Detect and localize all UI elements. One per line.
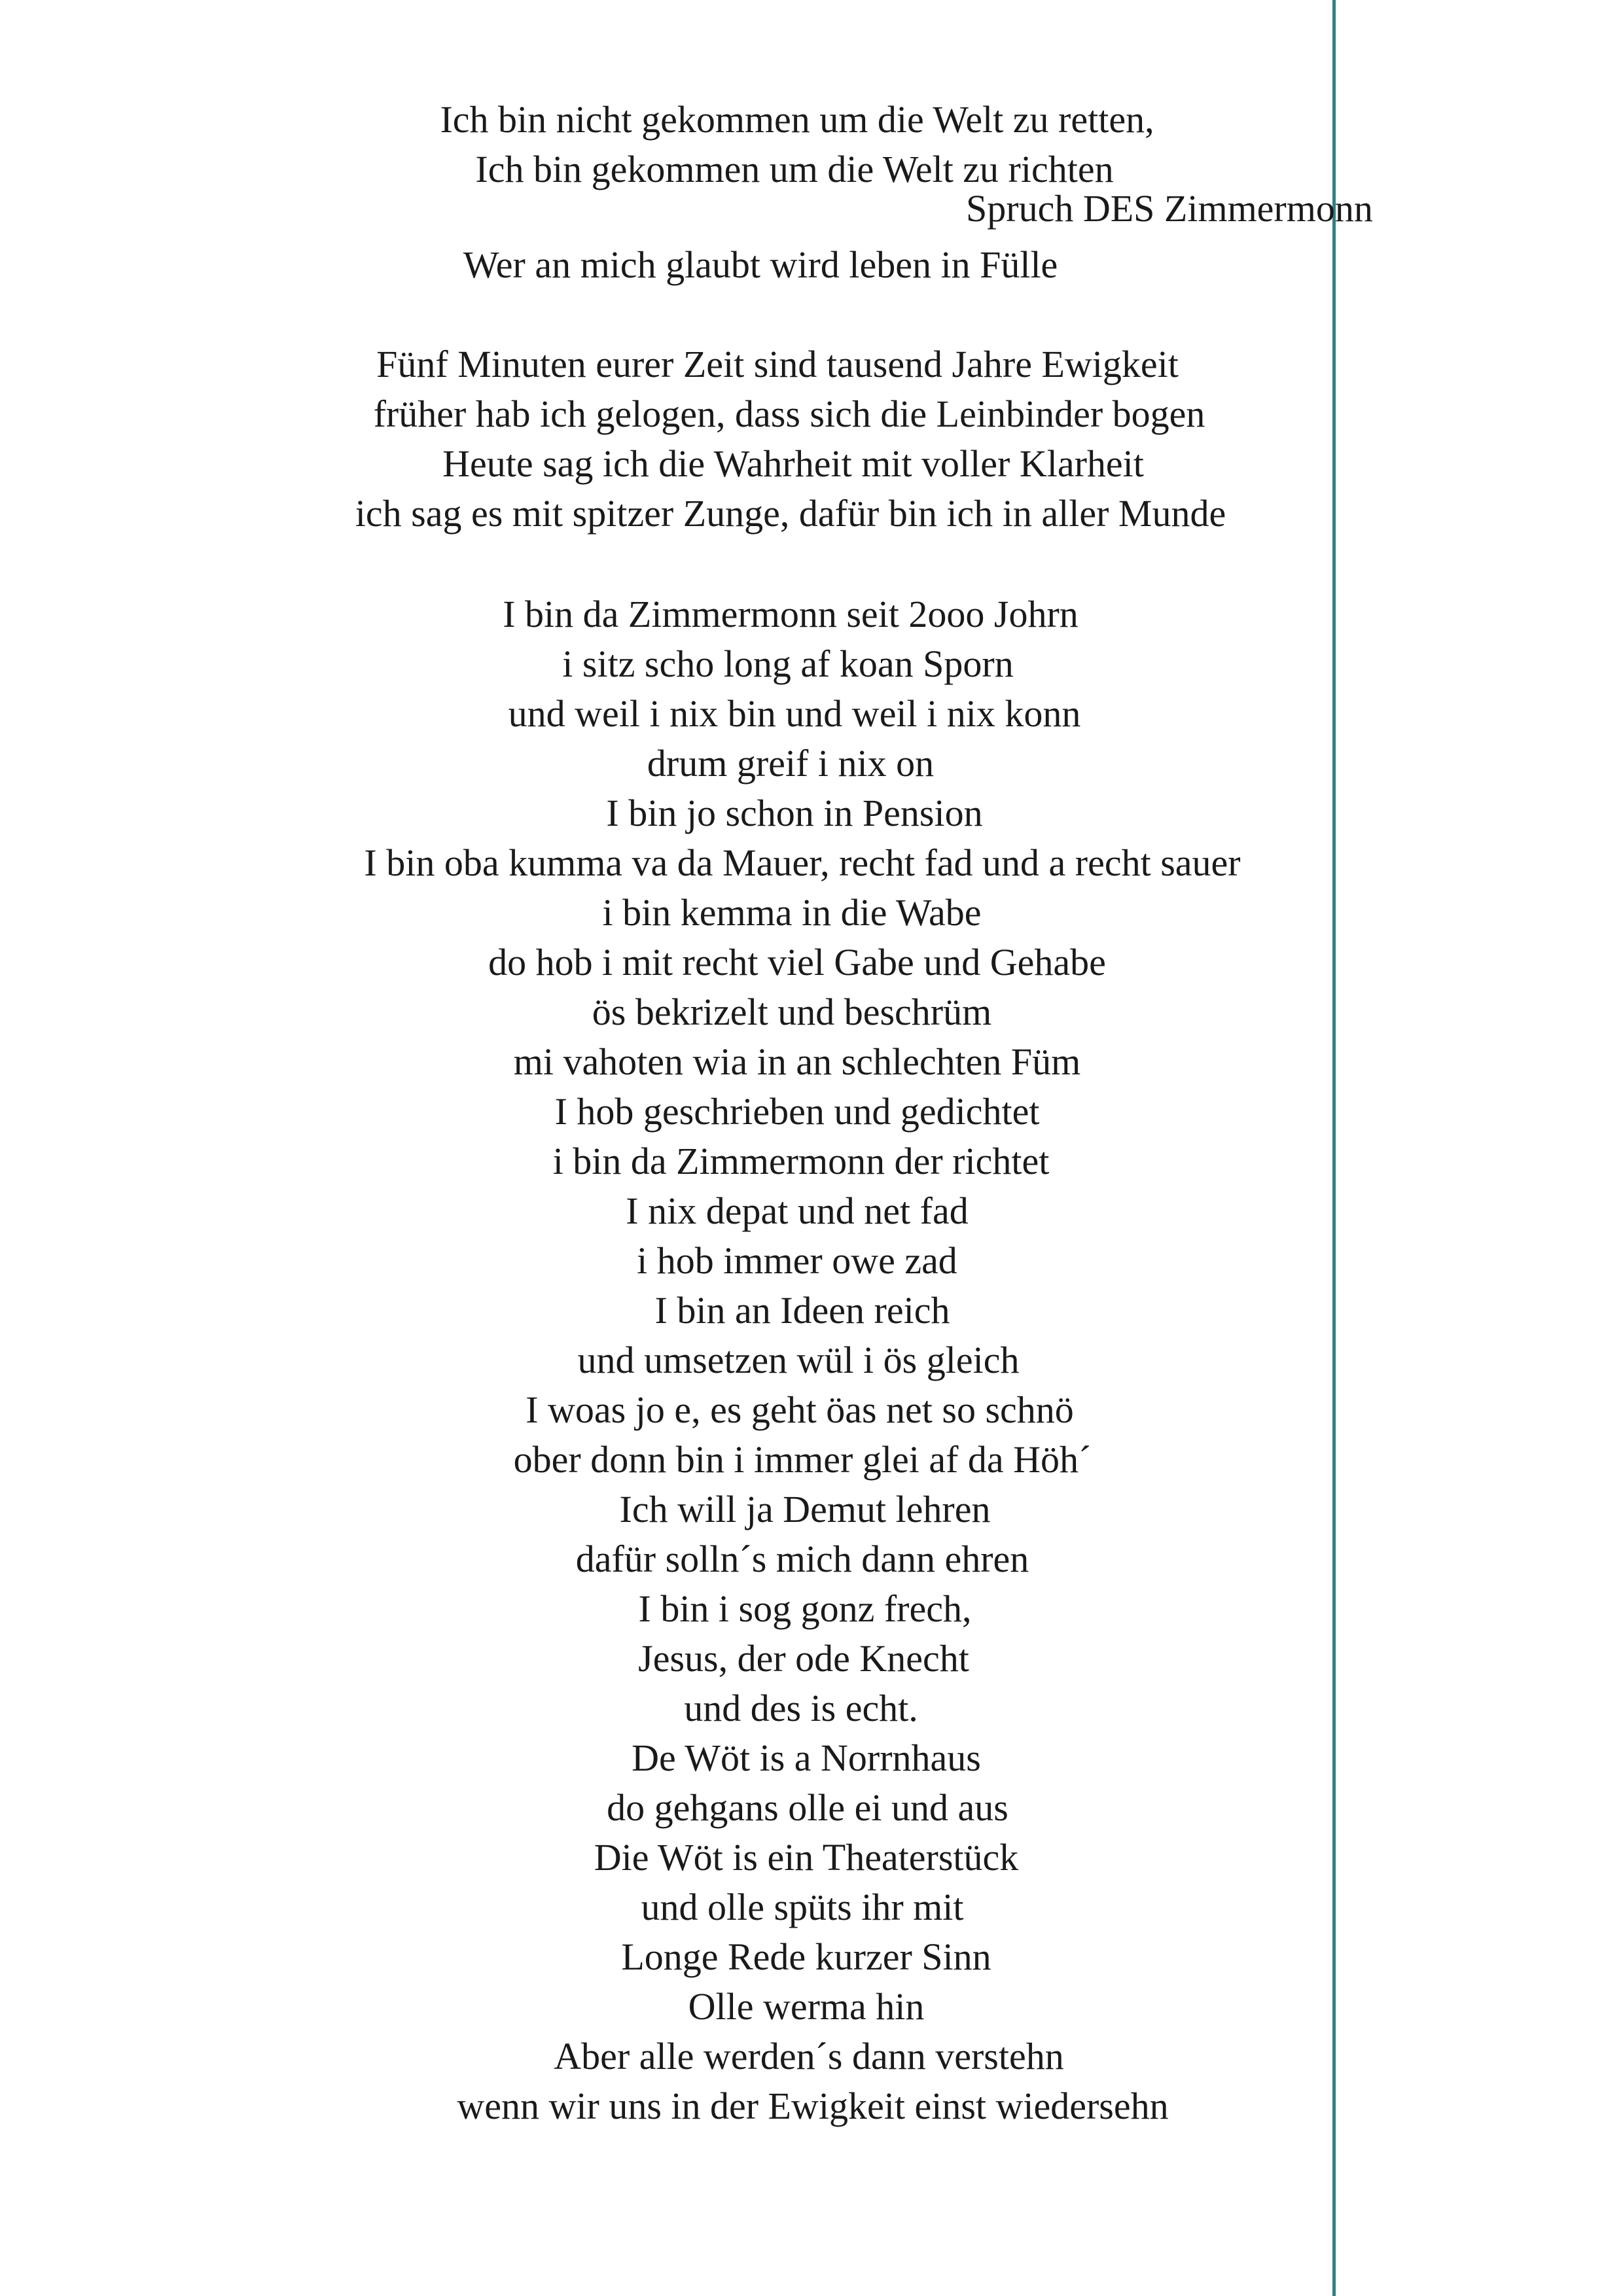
stanza2-line: i sitz scho long af koan Sporn (562, 643, 1014, 685)
stanza2-line: Longe Rede kurzer Sinn (621, 1935, 991, 1978)
stanza2-line: ober donn bin i immer glei af da Höh´ (513, 1438, 1092, 1481)
stanza2-line: i bin da Zimmermonn der richtet (552, 1140, 1050, 1182)
stanza2-line: i bin kemma in die Wabe (602, 891, 982, 934)
stanza2-line: mi vahoten wia in an schlechten Füm (513, 1040, 1081, 1083)
attribution-name: Zimmermonn (1154, 187, 1373, 230)
stanza2-line: Ich will ja Demut lehren (619, 1488, 991, 1530)
attribution-prefix: Spruch (966, 187, 1083, 230)
stanza2-line: i hob immer owe zad (637, 1239, 957, 1282)
quote-line: Wer an mich glaubt wird leben in Fülle (463, 243, 1058, 286)
stanza2-line: I bin i sog gonz frech, (638, 1587, 972, 1630)
stanza2-line: do gehgans olle ei und aus (607, 1786, 1008, 1829)
stanza2-line: und umsetzen wül i ös gleich (577, 1339, 1020, 1381)
stanza2-line: dafür solln´s mich dann ehren (575, 1538, 1029, 1580)
stanza2-line: I bin jo schon in Pension (606, 792, 983, 834)
stanza2-line: De Wöt is a Norrnhaus (632, 1737, 981, 1779)
stanza1-line: ich sag es mit spitzer Zunge, dafür bin ich in aller Munde (355, 492, 1226, 535)
attribution-article: DES (1082, 187, 1155, 230)
stanza2-line: do hob i mit recht viel Gabe und Gehabe (488, 941, 1106, 983)
stanza2-line: Olle werma hin (688, 1985, 925, 2028)
stanza2-line: ös bekrizelt und beschrüm (592, 991, 992, 1033)
intro-line: Ich bin gekommen um die Welt zu richten (475, 148, 1114, 190)
stanza2-line: Die Wöt is ein Theaterstück (594, 1836, 1019, 1879)
stanza2-line: und des is echt. (684, 1687, 918, 1729)
stanza2-line: und weil i nix bin und weil i nix konn (508, 692, 1081, 735)
stanza2-line: I hob geschrieben und gedichtet (554, 1090, 1040, 1133)
stanza2-line: Jesus, der ode Knecht (638, 1637, 969, 1680)
stanza2-line: und olle spüts ihr mit (641, 1886, 964, 1928)
stanza1-line: Heute sag ich die Wahrheit mit voller Klarheit (442, 442, 1144, 485)
stanza2-line: Aber alle werden´s dann verstehn (554, 2035, 1064, 2077)
stanza2-line: I bin oba kumma va da Mauer, recht fad und a recht sauer (364, 841, 1241, 884)
stanza2-line: I woas jo e, es geht öas net so schnö (526, 1388, 1074, 1431)
stanza2-line: drum greif i nix on (647, 742, 935, 785)
stanza1-line: Fünf Minuten eurer Zeit sind tausend Jahre Ewigkeit (376, 343, 1179, 385)
stanza2-line: I bin an Ideen reich (654, 1289, 950, 1332)
stanza2-line: wenn wir uns in der Ewigkeit einst wiedersehn (457, 2085, 1169, 2127)
intro-line: Ich bin nicht gekommen um die Welt zu retten, (440, 98, 1154, 141)
stanza2-line: I bin da Zimmermonn seit 2ooo Johrn (503, 593, 1079, 635)
attribution (966, 186, 1373, 232)
stanza2-line: I nix depat und net fad (626, 1190, 969, 1232)
stanza1-line: früher hab ich gelogen, dass sich die Leinbinder bogen (373, 393, 1205, 435)
